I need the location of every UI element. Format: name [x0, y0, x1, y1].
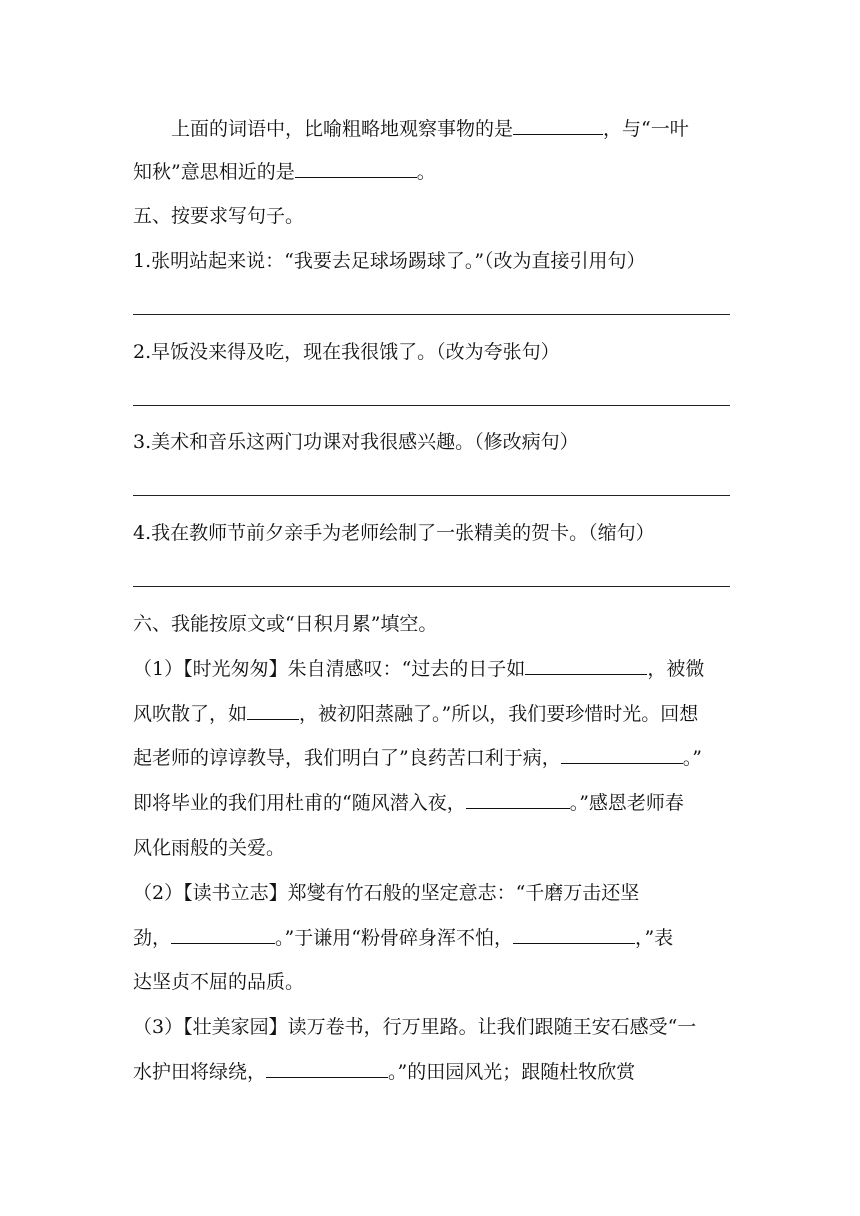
intro-text: ，与“一叶: [603, 118, 689, 140]
fill-blank[interactable]: [295, 159, 417, 178]
intro-line-2: [133, 159, 733, 185]
p1-line-5: 风化雨般的关爱。: [133, 837, 286, 859]
p2-text: 。”于谦用“粉骨碎身浑不怕，: [275, 927, 513, 949]
p2-line-1: （2）【读书立志】郑燮有竹石般的坚定意志：“千磨万击还坚: [133, 882, 640, 904]
intro-line-1: [133, 116, 733, 142]
p3-text: 。”的田园风光；跟随杜牧欣赏: [388, 1061, 636, 1083]
fill-blank[interactable]: [466, 790, 570, 809]
question-1: 1.张明站起来说：“我要去足球场踢球了。”（改为直接引用句）: [133, 250, 646, 272]
question-2: 2.早饭没来得及吃，现在我很饿了。（改为夸张句）: [133, 341, 560, 363]
p3-text: 水护田将绿绕，: [133, 1061, 267, 1083]
section-6-heading: 六、我能按原文或“日积月累”填空。: [133, 613, 438, 635]
p1-text: 起老师的谆谆教导，我们明白了”良药苦口利于病，: [133, 747, 561, 769]
p1-line-4: [133, 790, 733, 816]
p2-text: 劲，: [133, 927, 172, 949]
p1-text: 。”: [682, 747, 702, 769]
p2-text: ，”表: [634, 927, 674, 949]
fill-blank[interactable]: [266, 1059, 388, 1078]
fill-blank[interactable]: [561, 745, 683, 764]
p1-line-1: [133, 656, 733, 682]
fill-blank[interactable]: [525, 656, 647, 675]
intro-text: 。: [416, 161, 436, 183]
p2-line-3: 达坚贞不屈的品质。: [133, 971, 305, 993]
p3-line-2: [133, 1059, 733, 1085]
answer-line-1[interactable]: [133, 314, 730, 315]
p2-line-2: [133, 925, 733, 951]
answer-line-3[interactable]: [133, 495, 730, 496]
p1-text: ，被初阳蒸融了。”所以，我们要珍惜时光。回想: [299, 703, 699, 725]
intro-text: 上面的词语中，比喻粗略地观察事物的是: [171, 118, 514, 140]
fill-blank[interactable]: [171, 925, 275, 944]
question-4: 4.我在教师节前夕亲手为老师绘制了一张精美的贺卡。（缩句）: [133, 522, 655, 544]
fill-blank[interactable]: [513, 925, 635, 944]
p1-text: ，被微: [647, 658, 705, 680]
p1-line-2: [133, 701, 733, 727]
p1-text: 即将毕业的我们用杜甫的“随风潜入夜，: [133, 792, 466, 814]
answer-line-4[interactable]: [133, 586, 730, 587]
section-5-heading: 五、按要求写句子。: [133, 205, 305, 227]
fill-blank[interactable]: [513, 116, 603, 135]
question-3: 3.美术和音乐这两门功课对我很感兴趣。（修改病句）: [133, 431, 579, 453]
p1-text: 风吹散了，如: [133, 703, 248, 725]
fill-blank[interactable]: [247, 701, 299, 720]
answer-line-2[interactable]: [133, 405, 730, 406]
p1-text: （1）【时光匆匆】朱自清感叹：“过去的日子如: [133, 658, 526, 680]
p1-text: 。”感恩老师春: [569, 792, 684, 814]
p3-line-1: （3）【壮美家园】读万卷书，行万里路。让我们跟随王安石感受“一: [133, 1016, 697, 1038]
p1-line-3: [133, 745, 733, 771]
intro-text: 知秋”意思相近的是: [133, 161, 295, 183]
